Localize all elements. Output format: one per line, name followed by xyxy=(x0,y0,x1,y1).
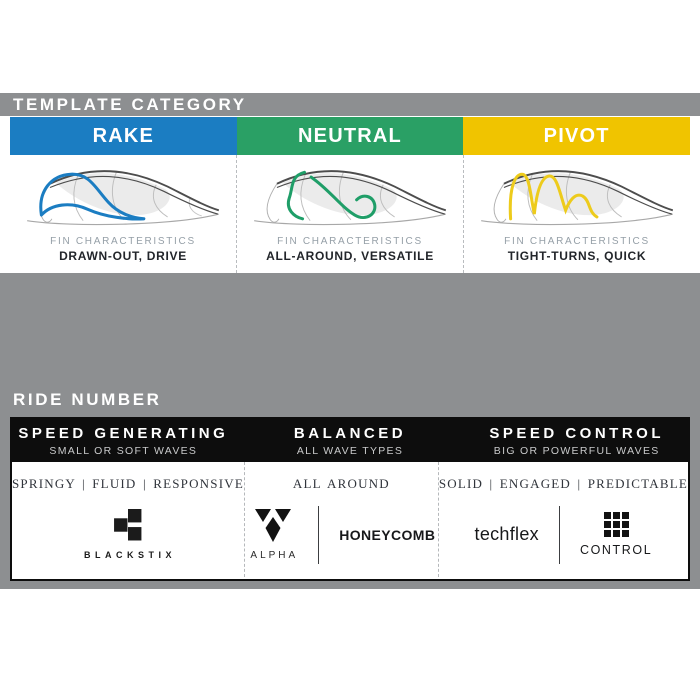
alpha-wordmark: ALPHA xyxy=(250,549,299,561)
speed-generating-sublabel: SMALL OR SOFT WAVES xyxy=(49,444,198,457)
balanced-column xyxy=(244,462,438,577)
template-category-title: TEMPLATE CATEGORY xyxy=(13,94,247,114)
speed-control-logos xyxy=(439,492,688,577)
pivot-caption-label: FIN CHARACTERISTICS xyxy=(504,236,650,247)
pivot-fin-illustration-icon xyxy=(475,160,679,234)
speed-control-sublabel: BIG OR POWERFUL WAVES xyxy=(493,444,660,457)
honeycomb-wordmark: HONEYCOMB xyxy=(339,526,436,543)
blackstix-logo xyxy=(80,509,176,560)
neutral-fin-illustration-icon xyxy=(248,160,452,234)
rake-column xyxy=(10,155,236,273)
speed-generating-header xyxy=(10,417,237,462)
neutral-header-label: NEUTRAL xyxy=(298,124,402,147)
rake-fin-illustration-icon xyxy=(21,160,225,234)
balanced-label: BALANCED xyxy=(293,424,407,442)
logo-divider xyxy=(559,506,560,564)
balanced-traits: ALL AROUND xyxy=(292,476,390,491)
template-category-header-row xyxy=(10,117,690,155)
ride-number-body xyxy=(12,462,688,577)
speed-control-label: SPEED CONTROL xyxy=(489,424,665,442)
neutral-column xyxy=(236,155,463,273)
pivot-header-bar xyxy=(463,117,690,155)
ride-number-title: RIDE NUMBER xyxy=(13,390,162,409)
fin-illustration-panel xyxy=(10,155,690,273)
speed-control-header xyxy=(463,417,690,462)
speed-generating-column xyxy=(12,462,244,577)
balanced-header xyxy=(237,417,464,462)
rake-caption-value: DRAWN-OUT, DRIVE xyxy=(59,249,187,263)
rake-header-bar xyxy=(10,117,237,155)
speed-generating-label: SPEED GENERATING xyxy=(18,424,229,442)
speed-control-traits: SOLID | ENGAGED | PREDICTABLE xyxy=(438,476,688,491)
speed-generating-logos xyxy=(12,492,244,577)
control-wordmark: CONTROL xyxy=(579,543,653,557)
control-grid-icon xyxy=(604,512,629,537)
neutral-caption-value: ALL-AROUND, VERSATILE xyxy=(266,249,434,263)
pivot-header-label: PIVOT xyxy=(543,124,610,147)
blackstix-squares-icon xyxy=(114,509,142,541)
logo-divider xyxy=(318,506,319,564)
pivot-caption-value: TIGHT-TURNS, QUICK xyxy=(507,249,647,263)
rake-caption-label: FIN CHARACTERISTICS xyxy=(50,236,196,247)
speed-generating-traits: SPRINGY | FLUID | RESPONSIVE xyxy=(12,476,244,491)
alpha-logo xyxy=(247,509,298,561)
ride-number-header-bar xyxy=(10,417,690,462)
balanced-sublabel: ALL WAVE TYPES xyxy=(296,444,404,457)
blackstix-wordmark: BLACKSTIX xyxy=(83,550,176,560)
neutral-header-bar xyxy=(237,117,464,155)
control-logo xyxy=(580,512,652,557)
techflex-wordmark: techflex xyxy=(474,524,539,544)
neutral-caption-label: FIN CHARACTERISTICS xyxy=(277,236,423,247)
pivot-column xyxy=(463,155,690,273)
balanced-logos xyxy=(245,492,438,577)
template-category-band xyxy=(0,93,700,116)
rake-header-label: RAKE xyxy=(92,124,155,147)
ride-number-box xyxy=(10,417,690,581)
alpha-triangles-icon xyxy=(253,509,293,543)
speed-control-column xyxy=(438,462,688,577)
